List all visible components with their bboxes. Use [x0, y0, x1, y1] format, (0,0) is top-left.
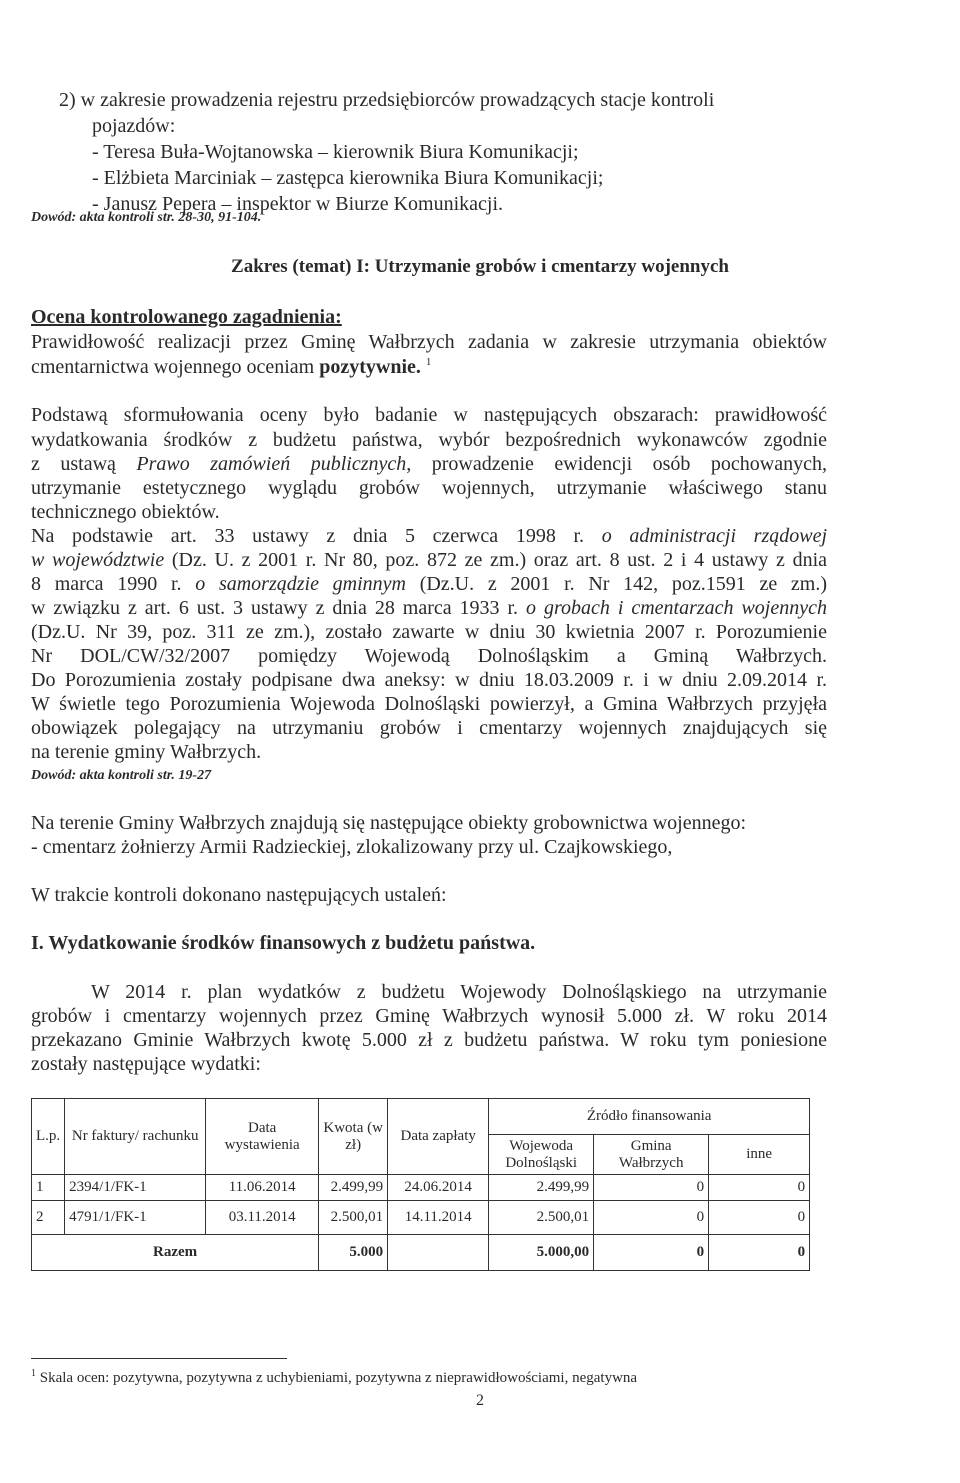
basis-line: technicznego obiektów. — [31, 501, 220, 523]
spending-line: W 2014 r. plan wydatków z budżetu Wojewody Dolnośląskiego na utrzymanie — [91, 981, 827, 1003]
section2-person-3: - Janusz Pepera – inspektor w Biurze Komunikacji. — [92, 193, 504, 215]
th-commune: Gmina Wałbrzych — [594, 1135, 709, 1175]
basis-line: w województwie (Dz. U. z 2001 r. Nr 80, poz. 872 ze zm.) oraz art. 8 ust. 2 i 4 ustawy z dnia — [31, 549, 828, 571]
objects-line-2: - cmentarz żołnierzy Armii Radzieckiej, zlokalizowany przy ul. Czajkowskiego, — [31, 836, 673, 858]
th-source: Źródło finansowania — [489, 1099, 810, 1135]
assessment-result: pozytywnie. — [319, 356, 421, 378]
basis-line: W świetle tego Porozumienia Wojewoda Dolnośląski powierzył, a Gmina Wałbrzych przyjęła — [31, 693, 827, 715]
th-paid-date: Data zapłaty — [388, 1099, 489, 1175]
expenses-table — [31, 1098, 810, 1271]
spending-line: grobów i cmentarzy wojennych przez Gminę Wałbrzych wynosił 5.000 zł. W roku 2014 — [31, 1005, 827, 1027]
basis-line: utrzymanie estetycznego wyglądu grobów wojennych, utrzymanie właściwego stanu — [31, 477, 827, 499]
th-issue-date: Data wystawienia — [206, 1099, 319, 1175]
section2-person-1: - Teresa Buła-Wojtanowska – kierownik Biura Komunikacji; — [92, 141, 579, 163]
assessment-text: cmentarnictwa wojennego oceniam — [31, 356, 320, 378]
basis-line: Nr DOL/CW/32/2007 pomiędzy Wojewodą Dolnośląskim a Gminą Wałbrzych. — [31, 645, 827, 667]
th-other: inne — [709, 1135, 810, 1175]
table-row: 2 4791/1/FK-1 03.11.2014 2.500,01 14.11.2014 2.500,01 0 0 — [32, 1201, 810, 1235]
act-title-pzp: Prawo zamówień publicznych — [136, 453, 407, 475]
th-invoice: Nr faktury/ rachunku — [65, 1099, 206, 1175]
evidence-note-2: Dowód: akta kontroli str. 19-27 — [31, 768, 212, 783]
basis-line: w związku z art. 6 ust. 3 ustawy z dnia 28 marca 1933 r. o grobach i cmentarzach wojennych — [31, 597, 827, 619]
objects-line-1: Na terenie Gminy Wałbrzych znajdują się następujące obiekty grobownictwa wojennego: — [31, 812, 746, 834]
page-number: 2 — [476, 1392, 484, 1409]
assessment-line-1: Prawidłowość realizacji przez Gminę Wałbrzych zadania w zakresie utrzymania obiektów — [31, 331, 827, 353]
topic-title: Zakres (temat) I: Utrzymanie grobów i cmentarzy wojennych — [231, 256, 729, 277]
basis-line: obowiązek polegający na utrzymaniu grobów i cmentarzy wojennych znajdujących się — [31, 717, 827, 739]
evidence-note-1: Dowód: akta kontroli str. 28-30, 91-104. — [31, 210, 262, 225]
basis-line: (Dz.U. Nr 39, poz. 311 ze zm.), zostało zawarte w dniu 30 kwietnia 2007 r. Porozumienie — [31, 621, 827, 643]
table-total-row: Razem 5.000 5.000,00 0 0 — [32, 1235, 810, 1271]
basis-line: na terenie gminy Wałbrzych. — [31, 741, 262, 763]
spending-line: przekazano Gminie Wałbrzych kwotę 5.000 zł z budżetu państwa. W roku tym poniesione — [31, 1029, 827, 1051]
spending-line: zostały następujące wydatki: — [31, 1053, 261, 1075]
th-lp: L.p. — [32, 1099, 65, 1175]
basis-line: wydatkowania środków z budżetu państwa, wybór bezpośrednich wykonawców zgodnie — [31, 429, 827, 451]
footnote-ref: 1 — [425, 356, 432, 368]
assessment-heading: Ocena kontrolowanego zagadnienia: — [31, 306, 342, 328]
basis-line: 8 marca 1990 r. o samorządzie gminnym (Dz.U. z 2001 r. Nr 142, poz.1591 ze zm.) — [31, 573, 828, 595]
th-voivode: Wojewoda Dolnośląski — [489, 1135, 594, 1175]
findings-intro: W trakcie kontroli dokonano następujących ustaleń: — [31, 884, 447, 906]
assessment-line-2 — [31, 355, 431, 382]
table-row: 1 2394/1/FK-1 11.06.2014 2.499,99 24.06.2014 2.499,99 0 0 — [32, 1175, 810, 1201]
basis-line: Podstawą sformułowania oceny było badanie w następujących obszarach: prawidłowość — [31, 404, 827, 426]
section-I-title: I. Wydatkowanie środków finansowych z budżetu państwa. — [31, 932, 536, 954]
th-amount: Kwota (w zł) — [319, 1099, 388, 1175]
footnote: $^1$ Skala ocen: pozytywna, pozytywna z uchybieniami, pozytywna z nieprawidłowościami, negatywna — [31, 1368, 638, 1386]
basis-line: Do Porozumienia zostały podpisane dwa aneksy: w dniu 18.03.2009 r. i w dniu 2.09.2014 r. — [31, 669, 827, 691]
basis-line: z ustawą Prawo zamówień publicznych, prowadzenie ewidencji osób pochowanych, — [31, 453, 827, 475]
footnote-rule — [31, 1358, 287, 1359]
section2-person-2: - Elżbieta Marciniak – zastępca kierownika Biura Komunikacji; — [92, 167, 604, 189]
basis-line: Na podstawie art. 33 ustawy z dnia 5 czerwca 1998 r. o administracji rządowej — [31, 525, 827, 547]
section2-line-2: pojazdów: — [92, 115, 176, 137]
section2-line-1: 2) w zakresie prowadzenia rejestru przedsiębiorców prowadzących stacje kontroli — [59, 89, 715, 111]
